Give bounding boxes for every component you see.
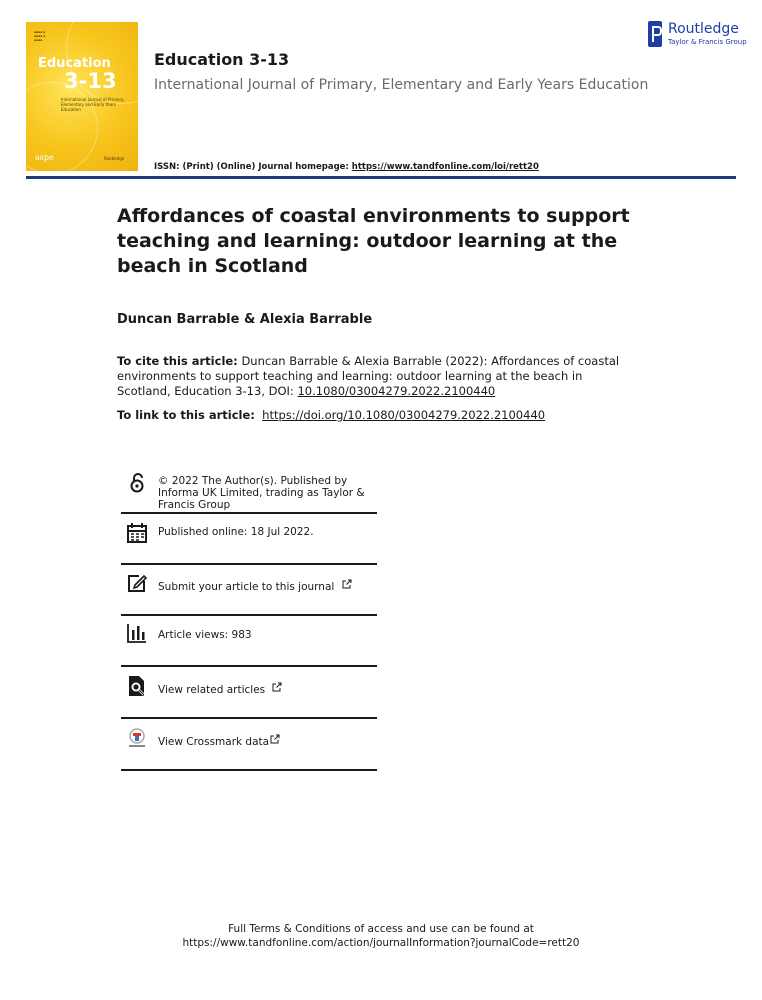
bar-chart-icon xyxy=(126,622,148,644)
info-divider xyxy=(121,717,377,719)
crossmark-icon xyxy=(126,727,148,749)
info-divider xyxy=(121,769,377,771)
terms-footer xyxy=(0,922,762,950)
cover-title-word: Education xyxy=(38,56,111,71)
link-label: To link to this article: xyxy=(117,408,255,422)
routledge-logo-tagline: Taylor & Francis Group xyxy=(668,38,747,46)
license-text: © 2022 The Author(s). Published by Informa UK Limited, trading as Taylor & Francis Group xyxy=(158,475,365,511)
footer-terms-link[interactable]: https://www.tandfonline.com/action/journalInformation?journalCode=rett20 xyxy=(182,937,580,949)
search-document-icon xyxy=(126,675,148,697)
info-divider xyxy=(121,614,377,616)
open-access-icon xyxy=(126,472,148,494)
article-url-link[interactable]: https://doi.org/10.1080/03004279.2022.2100440 xyxy=(262,408,546,422)
external-link-icon xyxy=(272,682,282,692)
crossmark-link[interactable]: View Crossmark data xyxy=(158,736,270,748)
edit-icon xyxy=(126,572,148,594)
header-divider xyxy=(26,176,736,179)
cover-subtitle: International Journal of Primary, Elementary and Early Years Education xyxy=(61,97,125,112)
info-divider xyxy=(121,512,377,514)
cite-label: To cite this article: xyxy=(117,354,238,368)
related-text[interactable] xyxy=(158,682,380,696)
routledge-logo-name: Routledge xyxy=(668,21,739,37)
related-link[interactable]: View related articles xyxy=(158,684,266,696)
info-divider xyxy=(121,665,377,667)
journal-subtitle: International Journal of Primary, Elementary and Early Years Education xyxy=(154,77,649,93)
journal-title: Education 3-13 xyxy=(154,50,290,69)
info-divider xyxy=(121,563,377,565)
cover-publisher-logo: Routledge xyxy=(104,156,125,161)
routledge-logo xyxy=(648,21,747,49)
views-text: Article views: 983 xyxy=(158,629,252,641)
published-date-text: Published online: 18 Jul 2022. xyxy=(158,526,314,538)
cite-text: Duncan Barrable & Alexia Barrable (2022): Affordances of coastal environments to support teaching and learning: outdoor learning at the beach in Scotland, Education 3-13, DOI: xyxy=(117,354,620,398)
external-link-icon xyxy=(342,579,352,589)
external-link-icon xyxy=(270,734,280,744)
footer-line-1: Full Terms & Conditions of access and use can be found at xyxy=(228,923,534,935)
submit-link[interactable]: Submit your article to this journal xyxy=(158,581,335,593)
doi-link[interactable]: 10.1080/03004279.2022.2100440 xyxy=(297,384,496,398)
routledge-logo-mark-icon xyxy=(648,21,662,47)
cover-volume-info: ▪▪▪▪ ▪ ▪▪▪▪ ▪ ▪▪▪▪ xyxy=(34,30,46,42)
citation-block xyxy=(117,354,632,399)
article-authors: Duncan Barrable & Alexia Barrable xyxy=(117,312,373,327)
article-link-block xyxy=(117,408,545,422)
submit-text[interactable] xyxy=(158,579,380,593)
crossmark-text[interactable] xyxy=(158,734,380,748)
cover-society-logo: aspe xyxy=(35,153,54,162)
issn-label: ISSN: (Print) (Online) Journal homepage: xyxy=(154,162,349,172)
article-title: Affordances of coastal environments to support teaching and learning: outdoor learning at the beach in Scotland xyxy=(117,205,630,277)
journal-cover-image xyxy=(26,22,138,171)
journal-homepage-link[interactable]: https://www.tandfonline.com/loi/rett20 xyxy=(351,162,539,172)
issn-line xyxy=(154,162,539,172)
calendar-icon xyxy=(126,522,148,544)
cover-title-number: 3-13 xyxy=(64,69,117,93)
